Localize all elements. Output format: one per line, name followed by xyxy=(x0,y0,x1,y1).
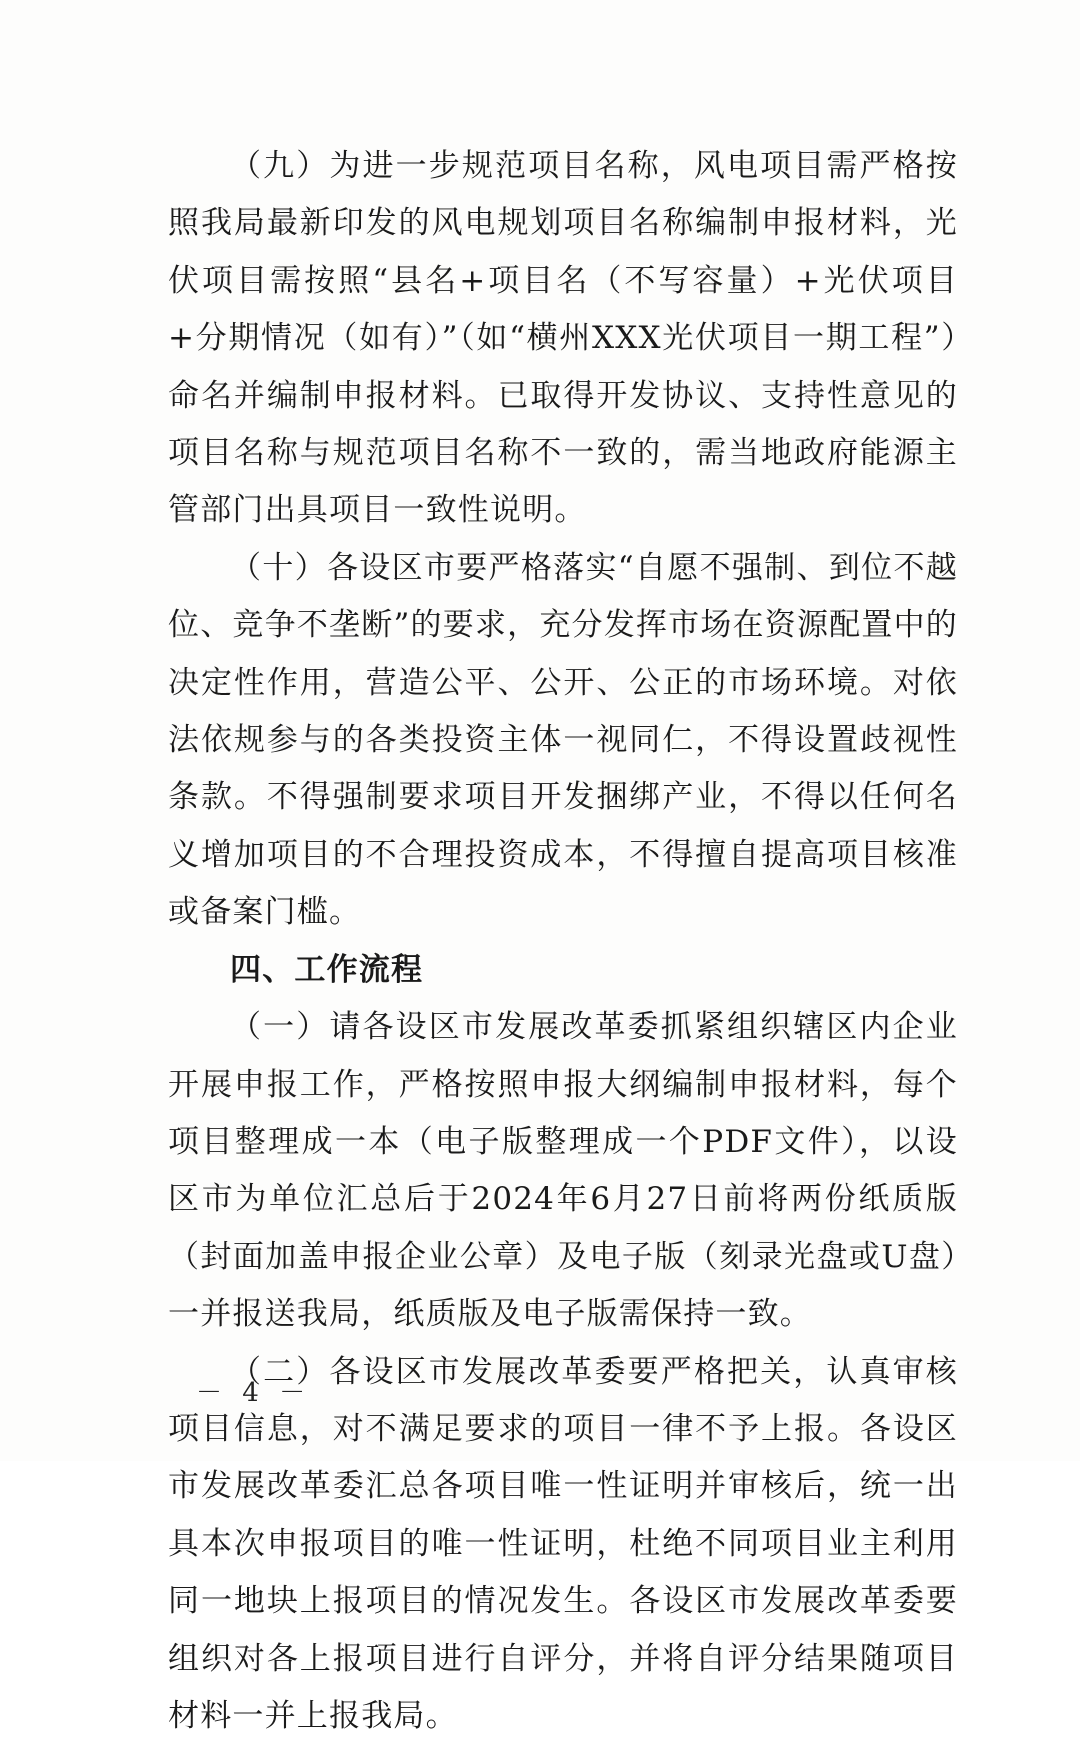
page-number: － 4 － xyxy=(196,1378,312,1408)
paragraph-workflow-two: （二）各设区市发展改革委要严格把关，认真审核项目信息，对不满足要求的项目一律不予上报。各设区市发展改革委汇总各项目唯一性证明并审核后，统一出具本次申报项目的唯一性证明，杜绝不同项目业主利用同一地块上报项目的情况发生。各设区市发展改革委要组织对各上报项目进行自评分，并将自评分结果随项目材料一并上报我局。 xyxy=(168,1353,958,1734)
paragraph-workflow-one: （一）请各设区市发展改革委抓紧组织辖区内企业开展申报工作，严格按照申报大纲编制申报材料，每个项目整理成一本（电子版整理成一个PDF文件），以设区市为单位汇总后于2024年6月27日前将两份纸质版（封面加盖申报企业公章）及电子版（刻录光盘或U盘）一并报送我局，纸质版及电子版需保持一致。 xyxy=(168,1009,958,1333)
paragraph-ten: （十）各设区市要严格落实“自愿不强制、到位不越位、竞争不垄断”的要求，充分发挥市场在资源配置中的决定性作用，营造公平、公开、公正的市场环境。对依法依规参与的各类投资主体一视同仁，不得设置歧视性条款。不得强制要求项目开发捆绑产业，不得以任何名义增加项目的不合理投资成本，不得擅自提高项目核准或备案门槛。 xyxy=(168,549,958,931)
document-body xyxy=(168,138,958,1745)
paragraph-nine: （九）为进一步规范项目名称，风电项目需严格按照我局最新印发的风电规划项目名称编制申报材料，光伏项目需按照“县名+项目名（不写容量）+光伏项目+分期情况（如有）”（如“横州XXX光伏项目一期工程”）命名并编制申报材料。已取得开发协议、支持性意见的项目名称与规范项目名称不一致的，需当地政府能源主管部门出具项目一致性说明。 xyxy=(168,148,958,529)
section-heading-workflow: 四、工作流程 xyxy=(230,951,424,988)
